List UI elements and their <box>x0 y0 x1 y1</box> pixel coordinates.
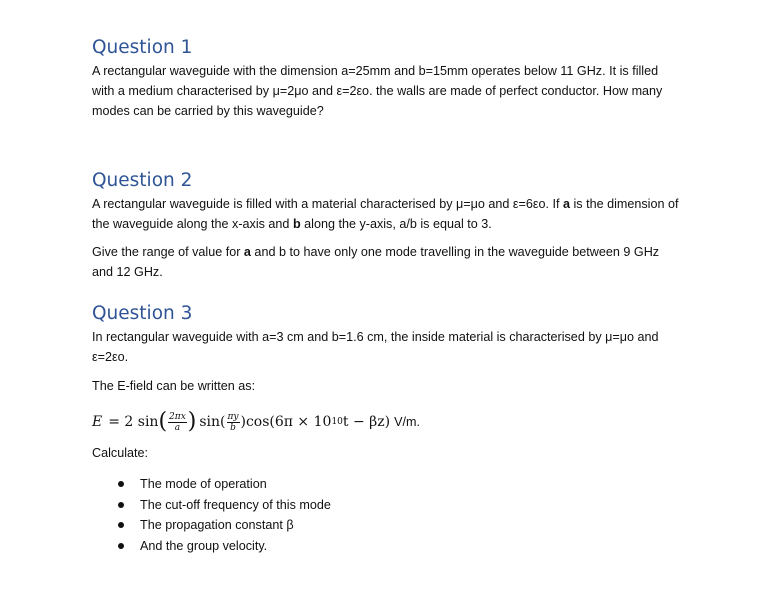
list-item <box>116 495 331 516</box>
equation-tail: t − βz) <box>342 414 391 430</box>
text-span: and b to have only one mode travelling in the waveguide between 9 GHz and 12 GHz. <box>92 245 660 279</box>
list-item <box>116 474 331 495</box>
question-3-paragraph-2: The E-field can be written as: <box>92 379 256 393</box>
list-item <box>116 536 331 557</box>
equation-sin2: sin( <box>199 414 226 430</box>
question-2-paragraph-2 <box>92 242 682 282</box>
equation-eq-sin: = 2 sin <box>108 414 159 430</box>
list-item-text: The propagation constant β <box>140 518 294 532</box>
question-1-heading: Question 1 <box>92 37 193 58</box>
question-3-heading: Question 3 <box>92 303 193 324</box>
fraction-2pix-over-a <box>168 412 187 433</box>
question-3-paragraph-1: In rectangular waveguide with a=3 cm and b=1.6 cm, the inside material is characterised by μ=μo and ε=2εo. <box>92 330 659 364</box>
e-field-equation <box>92 404 420 440</box>
fraction-numerator: 2πx <box>169 411 186 422</box>
text-span: A rectangular waveguide is filled with a material characterised by μ=μo and ε=6εo. If <box>92 197 563 211</box>
bold-a: a <box>243 245 251 259</box>
calculate-list <box>116 474 331 556</box>
equation-unit: V/m. <box>394 415 420 429</box>
calculate-label: Calculate: <box>92 446 149 460</box>
equation-exponent: 10 <box>331 417 343 427</box>
list-item-text: The mode of operation <box>140 477 267 491</box>
list-item-text: The cut-off frequency of this mode <box>140 497 331 512</box>
right-paren: ) <box>187 409 197 434</box>
left-paren: ( <box>158 409 168 434</box>
question-1-text: A rectangular waveguide with the dimension a=25mm and b=15mm operates below 11 GHz. It is filled with a medium characterised by μ=2μo and ε=2εo. the walls are made of perfect conductor. How many modes can be carried by this waveguide? <box>92 64 663 118</box>
list-item <box>116 515 331 536</box>
bullet-icon <box>118 543 124 549</box>
fraction-denominator: a <box>174 422 181 433</box>
bullet-icon <box>118 522 124 528</box>
list-item-text: And the group velocity. <box>140 538 268 553</box>
text-span: Give the range of value for <box>92 245 244 259</box>
equation-lhs: E <box>92 414 103 430</box>
fraction-numerator: πy <box>227 411 239 422</box>
text-span: is the dimension of the waveguide along the x-axis and <box>92 197 679 231</box>
question-2-heading: Question 2 <box>92 170 193 191</box>
bold-a: a <box>562 197 570 211</box>
bullet-icon <box>118 481 124 487</box>
question-2-paragraph-1 <box>92 194 682 234</box>
bullet-icon <box>118 502 124 508</box>
fraction-denominator: b <box>230 422 236 433</box>
text-span: along the y-axis, a/b is equal to 3. <box>300 217 492 231</box>
bold-b: b <box>292 217 301 231</box>
equation-cos-part: )cos(6π × 10 <box>240 414 332 430</box>
fraction-piy-over-b <box>227 412 240 433</box>
